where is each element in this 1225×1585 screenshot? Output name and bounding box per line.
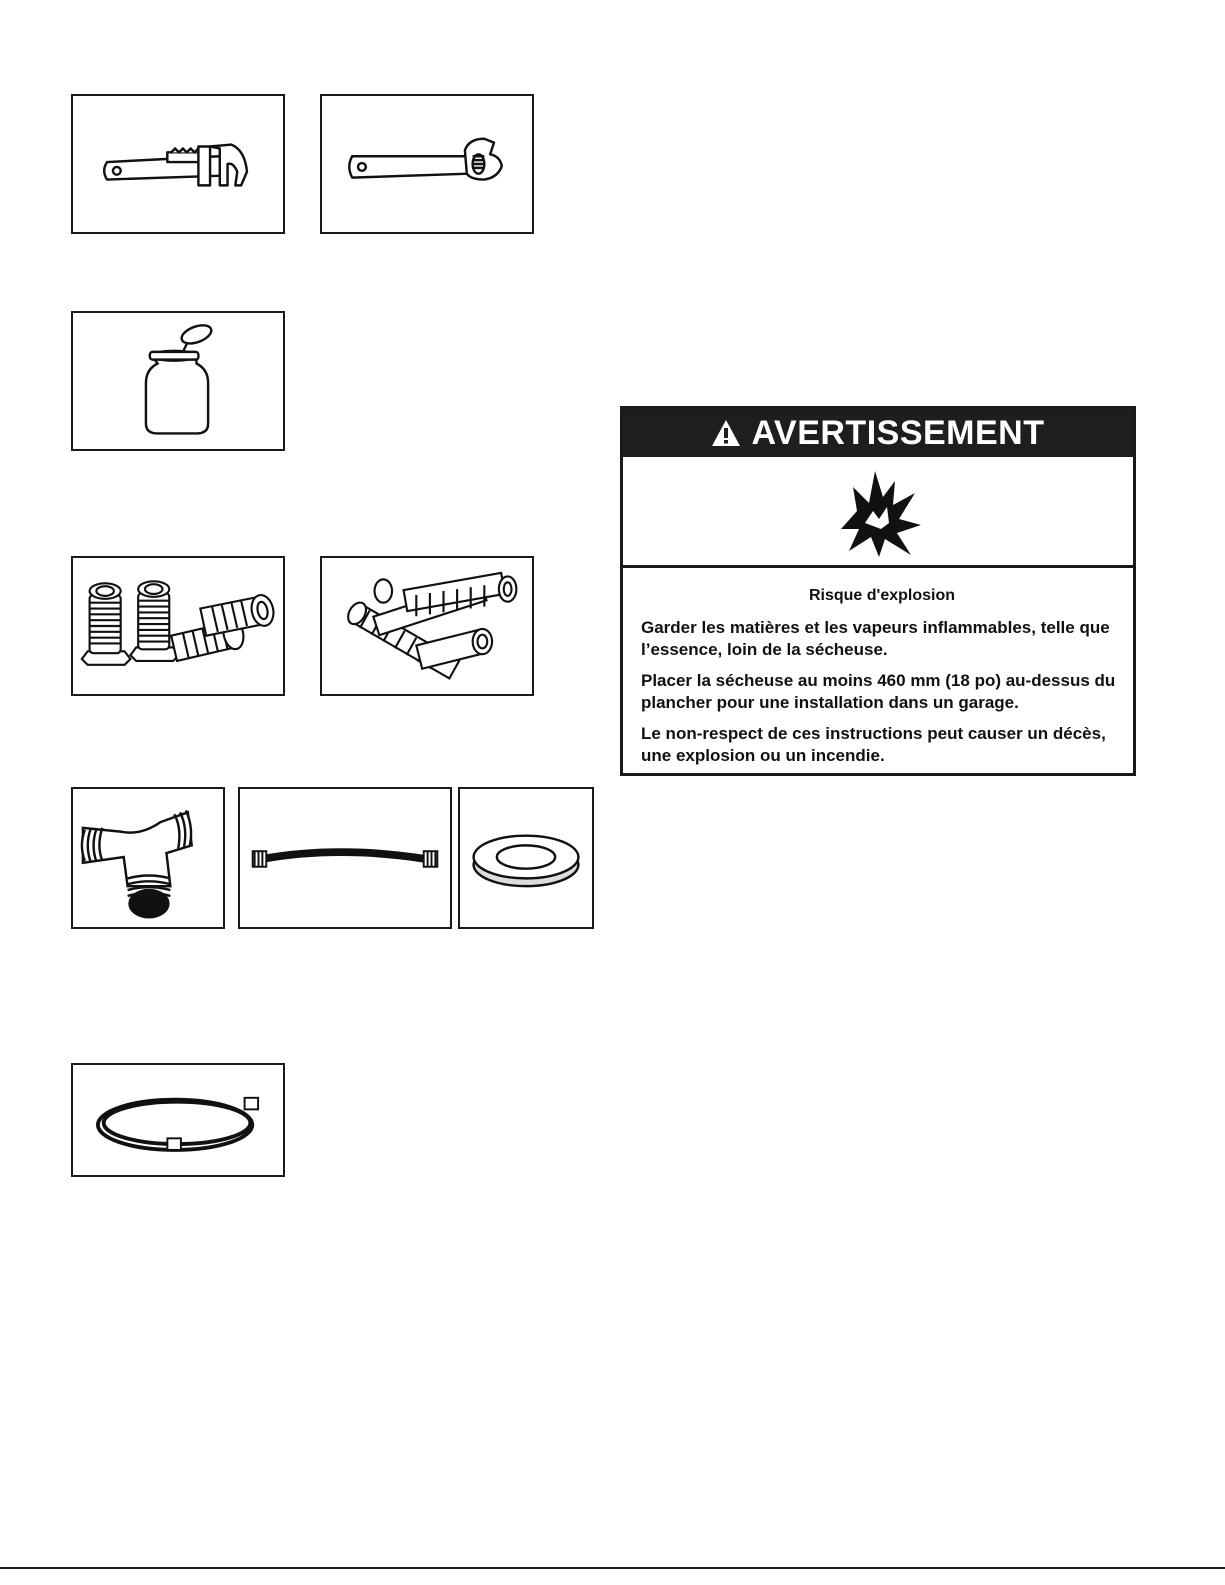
warning-paragraph-1: Garder les matières et les vapeurs inflammables, telle que l’essence, loin de la sécheuse. xyxy=(641,618,1110,659)
coiled-hose-illustration xyxy=(71,1063,285,1177)
y-connector-illustration xyxy=(71,787,225,929)
short-hose-icon xyxy=(240,789,450,927)
explosion-icon xyxy=(835,467,925,557)
adjustable-wrench-icon xyxy=(322,96,532,232)
leveling-feet-illustration xyxy=(71,556,285,696)
coiled-hose-icon xyxy=(73,1065,283,1175)
warning-header xyxy=(623,409,1133,457)
warning-text xyxy=(641,585,1123,776)
adjustable-wrench-illustration xyxy=(320,94,534,234)
warning-title: AVERTISSEMENT xyxy=(751,414,1045,452)
warning-icon-area xyxy=(623,457,1133,568)
pipe-wrench-illustration xyxy=(71,94,285,234)
washer-ring-illustration xyxy=(458,787,594,929)
flexible-duct-pieces-icon xyxy=(322,558,532,694)
short-hose-illustration xyxy=(238,787,452,929)
pipe-joint-compound-illustration xyxy=(71,311,285,451)
warning-triangle-icon xyxy=(711,419,741,447)
pipe-wrench-icon xyxy=(73,96,283,232)
washer-ring-icon xyxy=(460,789,592,927)
flexible-duct-illustration xyxy=(320,556,534,696)
warning-paragraph-2: Placer la sécheuse au moins 460 mm (18 po) au-dessus du plancher pour une installation dans un garage. xyxy=(641,671,1116,712)
warning-panel xyxy=(620,406,1136,776)
warning-subtitle: Risque d'explosion xyxy=(808,587,956,604)
page-footer-rule xyxy=(0,1567,1225,1569)
leveling-feet-icon xyxy=(73,558,283,694)
y-connector-icon xyxy=(73,789,223,927)
warning-paragraph-3: Le non-respect de ces instructions peut causer un décès, une explosion ou un incendie. xyxy=(641,724,1106,765)
pipe-joint-compound-jar-icon xyxy=(73,313,283,449)
